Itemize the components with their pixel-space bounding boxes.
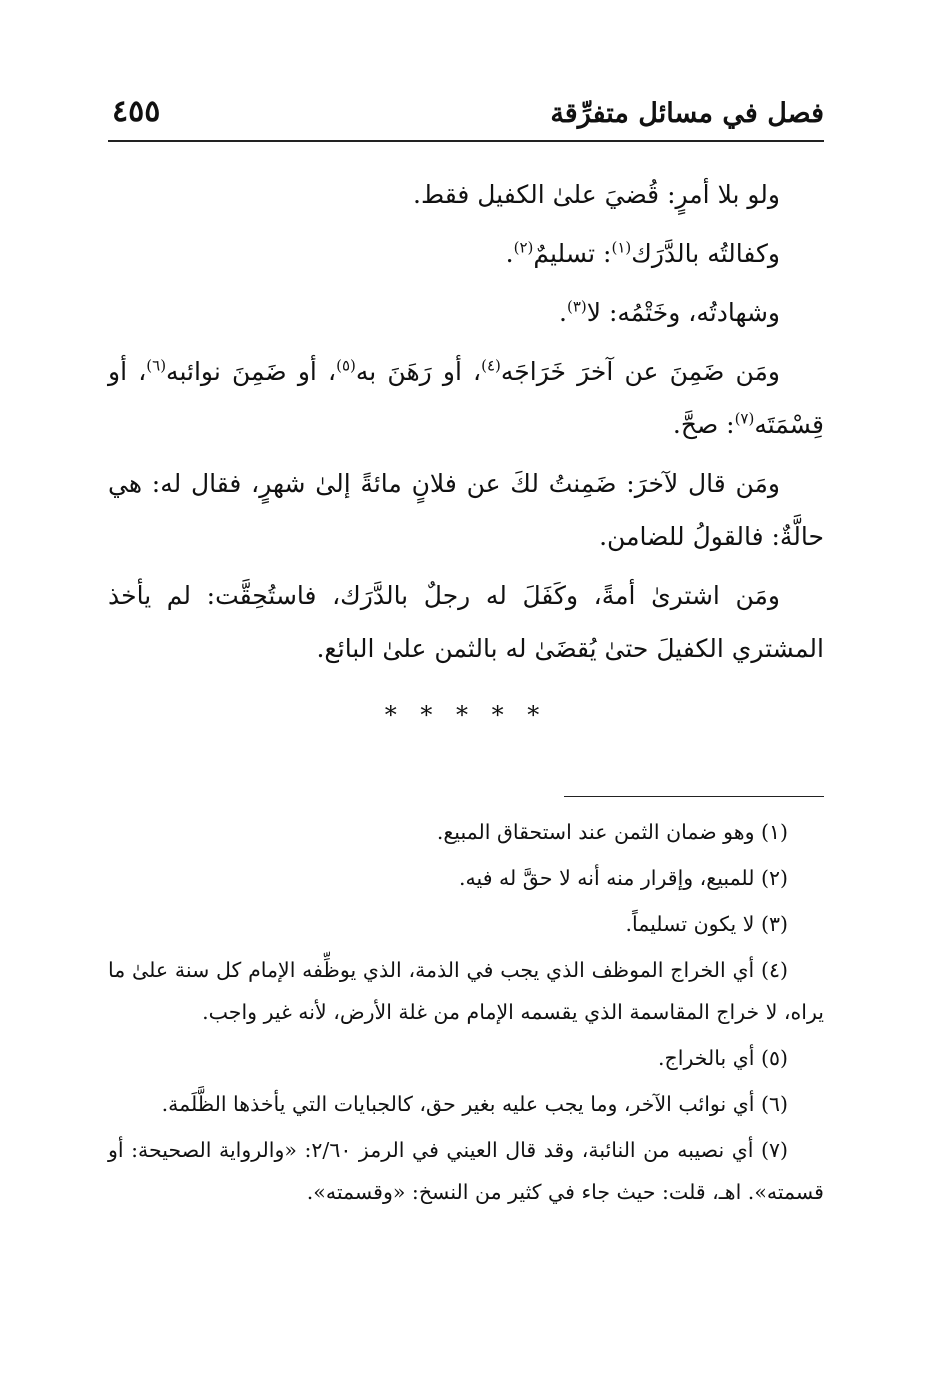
- footnote-1: (١) وهو ضمان الثمن عند استحقاق المبيع.: [436, 820, 788, 844]
- footnote-2: (٢) للمبيع، وإقرار منه أنه لا حقَّ له فيه.: [459, 866, 788, 890]
- paragraph-3: [108, 286, 824, 339]
- footnote-ref-2: (٢): [513, 238, 534, 257]
- paragraph-3-part-a: وشهادتُه، وخَتْمُه: لا: [586, 298, 780, 327]
- paragraph-4-part-d: ، أو قِسْمَتَه: [108, 357, 824, 439]
- footnotes: [108, 811, 824, 1213]
- footnote-divider: [564, 796, 824, 797]
- footnote-5: (٥) أي بالخراج.: [658, 1046, 788, 1070]
- page-number: ٤٥٥: [112, 94, 161, 129]
- footnote-6: (٦) أي نوائب الآخر، وما يجب عليه بغير حق، كالجبايات التي يأخذها الظَّلَمة.: [161, 1092, 788, 1116]
- paragraph-6: ومَن اشترىٰ أمةً، وكَفَلَ له رجلٌ بالدَّرَك، فاستُحِقَّت: لم يأخذ المشتري الكفيلَ حتىٰ يُقضَىٰ له بالثمن علىٰ البائع.: [108, 581, 824, 663]
- paragraph-2-part-b: : تسليمٌ: [533, 239, 612, 268]
- paragraph-5: ومَن قال لآخرَ: ضَمِنتُ لكَ عن فلانٍ مائةً إلىٰ شهرٍ، فقال له: هي حالَّةٌ: فالقولُ للضامن.: [108, 469, 824, 551]
- paragraph-2-part-a: وكفالتُه بالدَّرَك: [631, 239, 780, 268]
- main-text: [108, 168, 824, 742]
- chapter-title: فصل في مسائل متفرِّقة: [550, 98, 824, 129]
- footnote-ref-3: (٣): [566, 297, 587, 316]
- footnote-4: (٤) أي الخراج الموظف الذي يجب في الذمة، الذي يوظِّفه الإمام كل سنة علىٰ ما يراه، لا خراج المقاسمة الذي يقسمه الإمام من غلة الأرض، لأنه غير واجب.: [108, 958, 824, 1024]
- paragraph-4-part-e: : صحَّ.: [672, 410, 735, 439]
- running-header: [108, 80, 824, 142]
- footnote-7: (٧) أي نصيبه من النائبة، وقد قال العيني في الرمز ٢/٦٠: «والرواية الصحيحة: أو قسمته». اهـ، قلت: حيث جاء في كثير من النسخ: «وقسمته».: [108, 1138, 824, 1204]
- book-page: [108, 80, 824, 1340]
- footnote-ref-4: (٤): [481, 356, 501, 375]
- paragraph-4: [108, 345, 824, 451]
- paragraph-4-part-a: ومَن ضَمِنَ عن آخرَ خَرَاجَه: [500, 357, 780, 386]
- paragraph-2: [108, 227, 824, 280]
- paragraph-3-part-b: .: [559, 298, 567, 327]
- footnote-ref-7: (٧): [734, 409, 755, 428]
- paragraph-4-part-b: ، أو رَهَنَ به: [355, 357, 482, 386]
- paragraph-4-part-c: ، أو ضَمِنَ نوائبه: [166, 357, 337, 386]
- footnote-ref-5: (٥): [336, 356, 356, 375]
- paragraph-2-part-c: .: [505, 239, 514, 268]
- footnote-ref-6: (٦): [146, 356, 167, 375]
- footnote-3: (٣) لا يكون تسليماً.: [625, 912, 788, 936]
- section-separator: * * * * *: [384, 701, 548, 729]
- footnote-ref-1: (١): [611, 238, 632, 257]
- paragraph-1: ولو بلا أمرٍ: قُضيَ علىٰ الكفيل فقط.: [413, 180, 780, 209]
